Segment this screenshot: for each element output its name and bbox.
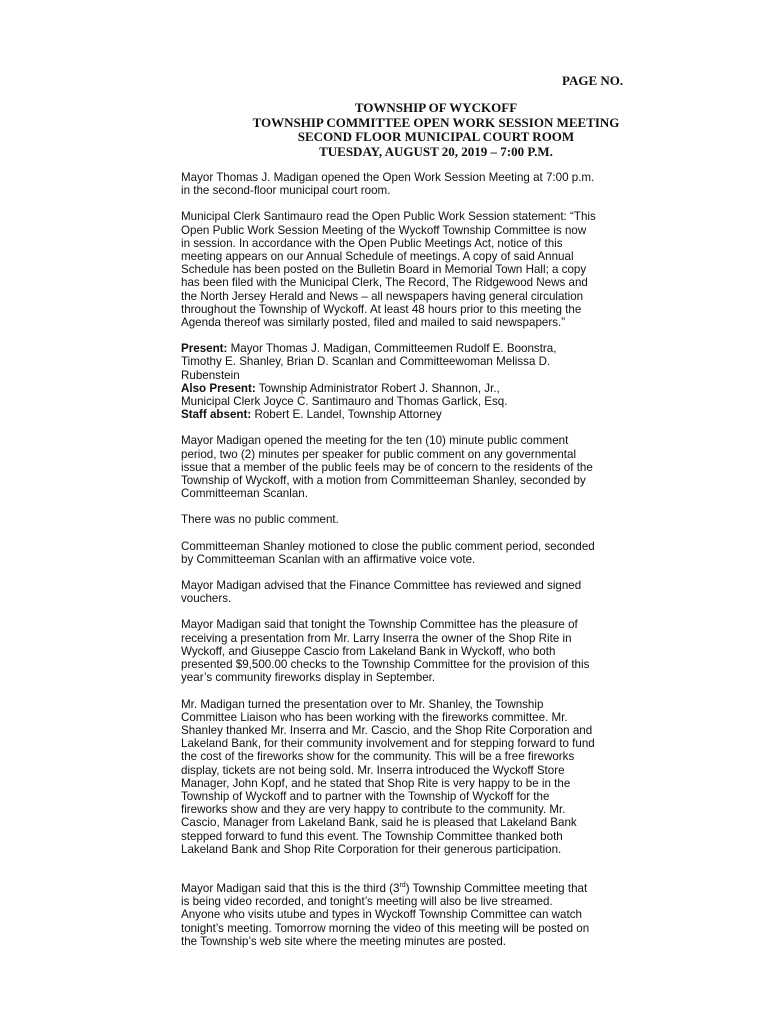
text-line: Lakeland Bank and Shop Rite Corporation for their generous participation. xyxy=(181,842,562,856)
text-line: has been filed with the Municipal Clerk, The Record, The Ridgewood News and xyxy=(181,276,588,290)
present-label: Present: xyxy=(181,342,228,356)
text-line: throughout the Township of Wyckoff. At least 48 hours prior to this meeting the xyxy=(181,302,582,316)
text-line: Municipal Clerk Santimauro read the Open Public Work Session statement: “This xyxy=(181,210,596,224)
text-line: receiving a presentation from Mr. Larry Inserra the owner of the Shop Rite in xyxy=(181,631,572,645)
text-line: Mayor Madigan opened the meeting for the ten (10) minute public comment xyxy=(181,434,569,448)
text-line: Lakeland Bank, for their community involvement and for stepping forward to fund xyxy=(181,737,595,751)
paragraph-video-recording xyxy=(181,882,681,948)
paragraph-open-meeting-statement xyxy=(181,210,681,329)
present-text: Mayor Thomas J. Madigan, Committeemen Rudolf E. Boonstra, xyxy=(227,342,557,356)
text-line: meeting appears on our Annual Schedule of meetings. A copy of said Annual xyxy=(181,250,574,264)
text-fragment: ) Township Committee meeting that xyxy=(405,881,588,895)
staff-absent-label: Staff absent: xyxy=(181,408,252,422)
text-line: Wyckoff, and Giuseppe Cascio from Lakeland Bank in Wyckoff, who both xyxy=(181,644,556,658)
text-line: the cost of the fireworks show for the community. This will be a free fireworks xyxy=(181,750,575,764)
text-line: by Committeeman Scanlan with an affirmative voice vote. xyxy=(181,552,476,566)
text-line: presented $9,500.00 checks to the Township Committee for the provision of this xyxy=(181,658,590,672)
text-line: period, two (2) minutes per speaker for public comment on any governmental xyxy=(181,447,577,461)
text-line: Mr. Madigan turned the presentation over to Mr. Shanley, the Township xyxy=(181,697,544,711)
text-line: in session. In accordance with the Open Public Meetings Act, notice of this xyxy=(181,236,563,250)
text-line: Municipal Clerk Joyce C. Santimauro and Thomas Garlick, Esq. xyxy=(181,395,508,409)
text-line: Committeeman Shanley motioned to close the public comment period, seconded xyxy=(181,539,595,553)
paragraph-opening xyxy=(181,171,681,197)
attendance-also-line xyxy=(181,382,681,395)
attendance-staff-line xyxy=(181,408,681,421)
text-line: the Township’s web site where the meeting minutes are posted. xyxy=(181,934,507,948)
text-line: Township of Wyckoff, with a motion from Committeeman Shanley, seconded by xyxy=(181,474,586,488)
heading-line: TOWNSHIP OF WYCKOFF xyxy=(354,100,518,115)
text-line: Schedule has been posted on the Bulletin Board in Memorial Town Hall; a copy xyxy=(181,263,587,277)
text-line: Committeeman Scanlan. xyxy=(181,487,308,501)
text-line: display, tickets are not being sold. Mr. Inserra introduced the Wyckoff Store xyxy=(181,763,565,777)
text-line: vouchers. xyxy=(181,592,232,606)
heading-line: TOWNSHIP COMMITTEE OPEN WORK SESSION MEETING xyxy=(252,114,620,130)
text-line: Mayor Madigan advised that the Finance Committee has reviewed and signed xyxy=(181,579,582,593)
text-line: Anyone who visits utube and types in Wyckoff Township Committee can watch xyxy=(181,908,582,922)
page-number-label: PAGE NO. xyxy=(562,73,624,88)
text-line: issue that a member of the public feels may be of concern to the residents of the xyxy=(181,460,593,474)
heading-line: TUESDAY, AUGUST 20, 2019 – 7:00 P.M. xyxy=(319,143,553,159)
text-line xyxy=(181,882,681,895)
paragraph-attendance xyxy=(181,342,681,421)
text-line: the North Jersey Herald and News – all newspapers having general circulation xyxy=(181,289,584,303)
text-line: Timothy E. Shanley, Brian D. Scanlan and Committeewoman Melissa D. xyxy=(181,355,551,369)
paragraph-fireworks xyxy=(181,698,681,856)
staff-absent-text: Robert E. Landel, Township Attorney xyxy=(251,408,442,422)
heading-line: SECOND FLOOR MUNICIPAL COURT ROOM xyxy=(297,129,575,144)
also-present-label: Also Present: xyxy=(181,381,256,395)
text-line: Open Public Work Session Meeting of the Wyckoff Township Committee is now xyxy=(181,223,587,237)
text-fragment: Mayor Madigan said that this is the third (3 xyxy=(181,881,400,895)
text-line: fireworks show and they are very happy to contribute to the community. Mr. xyxy=(181,803,566,817)
text-line: Mayor Thomas J. Madigan opened the Open Work Session Meeting at 7:00 p.m. xyxy=(181,171,595,184)
text-line: year’s community fireworks display in September. xyxy=(181,671,436,685)
text-line: Rubenstein xyxy=(181,368,240,382)
text-line: tonight’s meeting. Tomorrow morning the video of this meeting will be posted on xyxy=(181,921,590,935)
paragraph-close-comment xyxy=(181,540,681,566)
paragraph-presentation xyxy=(181,618,681,684)
paragraph-public-comment xyxy=(181,434,681,500)
text-line: Township of Wyckoff and to partner with the Township of Wyckoff for the xyxy=(181,789,550,803)
text-line: Agenda thereof was similarly posted, filed and mailed to said newspapers.” xyxy=(181,316,566,330)
paragraph-vouchers xyxy=(181,579,681,605)
also-present-text: Township Administrator Robert J. Shannon, Jr., xyxy=(255,381,500,395)
text-line: Mayor Madigan said that tonight the Township Committee has the pleasure of xyxy=(181,618,578,632)
text-line: Manager, John Kopf, and he stated that Shop Rite is very happy to be in the xyxy=(181,776,571,790)
paragraph-no-comment xyxy=(181,513,681,526)
text-line: stepped forward to fund this event. The Township Committee thanked both xyxy=(181,829,563,843)
text-line: is being video recorded, and tonight’s meeting will also be live streamed. xyxy=(181,895,553,909)
minutes-body xyxy=(181,171,681,961)
text-line: Committee Liaison who has been working with the fireworks committee. Mr. xyxy=(181,710,568,724)
text-line: There was no public comment. xyxy=(181,513,339,527)
ordinal-suffix: rd xyxy=(399,882,406,890)
text-line: Cascio, Manager from Lakeland Bank, said he is pleased that Lakeland Bank xyxy=(181,816,577,830)
attendance-present-line xyxy=(181,342,681,355)
document-heading xyxy=(181,101,691,159)
text-line: in the second-floor municipal court room. xyxy=(181,184,391,198)
text-line: Shanley thanked Mr. Inserra and Mr. Cascio, and the Shop Rite Corporation and xyxy=(181,723,593,737)
